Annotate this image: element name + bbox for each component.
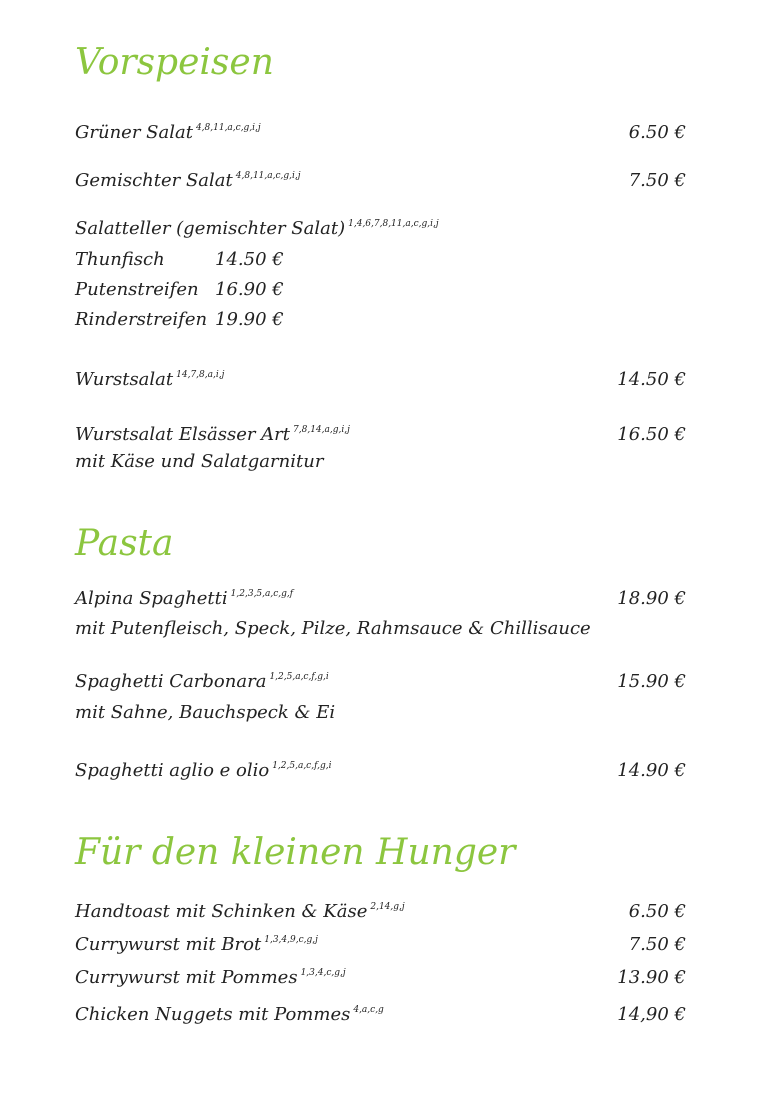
menu-item [75,967,346,988]
item-price: 7.50 € [628,170,686,191]
variant-name: Putenstreifen [75,279,199,300]
item-description: mit Käse und Salatgarnitur [75,451,324,472]
item-price: 14,90 € [617,1004,686,1025]
allergen-codes: 4,8,11,a,c,g,i,j [235,171,301,181]
allergen-codes: 2,14,g,j [370,902,405,912]
menu-item [75,1004,384,1025]
item-name: Spaghetti Carbonara [75,671,267,692]
item-name: Wurstsalat Elsässer Art [75,424,291,445]
item-name: Handtoast mit Schinken & Käse [75,901,368,922]
section-title-vorspeisen: Vorspeisen [75,42,274,83]
section-title-pasta: Pasta [75,523,174,564]
menu-item [75,671,329,692]
item-description: mit Sahne, Bauchspeck & Ei [75,702,336,723]
item-name: Currywurst mit Pommes [75,967,298,988]
allergen-codes: 1,2,3,5,a,c,g,f [230,589,294,599]
item-price: 13.90 € [617,967,686,988]
allergen-codes: 1,2,5,a,c,f,g,i [272,761,332,771]
menu-item [75,424,350,445]
variant-price: 16.90 € [215,279,284,300]
item-price: 18.90 € [617,588,686,609]
section-title-hunger: Für den kleinen Hunger [75,832,516,873]
menu-item [75,901,405,922]
allergen-codes: 1,3,4,9,c,g,j [264,935,318,945]
variant-name: Thunfisch [75,249,165,270]
item-name: Salatteller (gemischter Salat) [75,218,346,239]
allergen-codes: 4,a,c,g [353,1005,384,1015]
item-name: Gemischter Salat [75,170,233,191]
allergen-codes: 1,3,4,c,g,j [300,968,346,978]
item-price: 14.50 € [617,369,686,390]
item-name: Chicken Nuggets mit Pommes [75,1004,351,1025]
item-price: 15.90 € [617,671,686,692]
menu-item [75,588,293,609]
variant-price: 14.50 € [215,249,284,270]
allergen-codes: 1,2,5,a,c,f,g,i [269,672,329,682]
item-price: 7.50 € [628,934,686,955]
item-name: Grüner Salat [75,122,193,143]
item-name: Alpina Spaghetti [75,588,228,609]
menu-item [75,369,224,390]
allergen-codes: 4,8,11,a,c,g,i,j [195,123,261,133]
item-price: 6.50 € [628,901,686,922]
menu-item [75,760,331,781]
menu-item [75,170,301,191]
item-description: mit Putenfleisch, Speck, Pilze, Rahmsauce & Chillisauce [75,618,591,639]
variant-price: 19.90 € [215,309,284,330]
allergen-codes: 7,8,14,a,g,i,j [293,425,350,435]
item-price: 14.90 € [617,760,686,781]
allergen-codes: 14,7,8,a,i,j [176,370,225,380]
menu-item [75,934,318,955]
variant-name: Rinderstreifen [75,309,208,330]
item-price: 16.50 € [617,424,686,445]
item-name: Currywurst mit Brot [75,934,262,955]
allergen-codes: 1,4,6,7,8,11,a,c,g,i,j [348,219,439,229]
menu-item [75,218,439,239]
menu-item [75,122,261,143]
item-price: 6.50 € [628,122,686,143]
item-name: Spaghetti aglio e olio [75,760,270,781]
item-name: Wurstsalat [75,369,174,390]
